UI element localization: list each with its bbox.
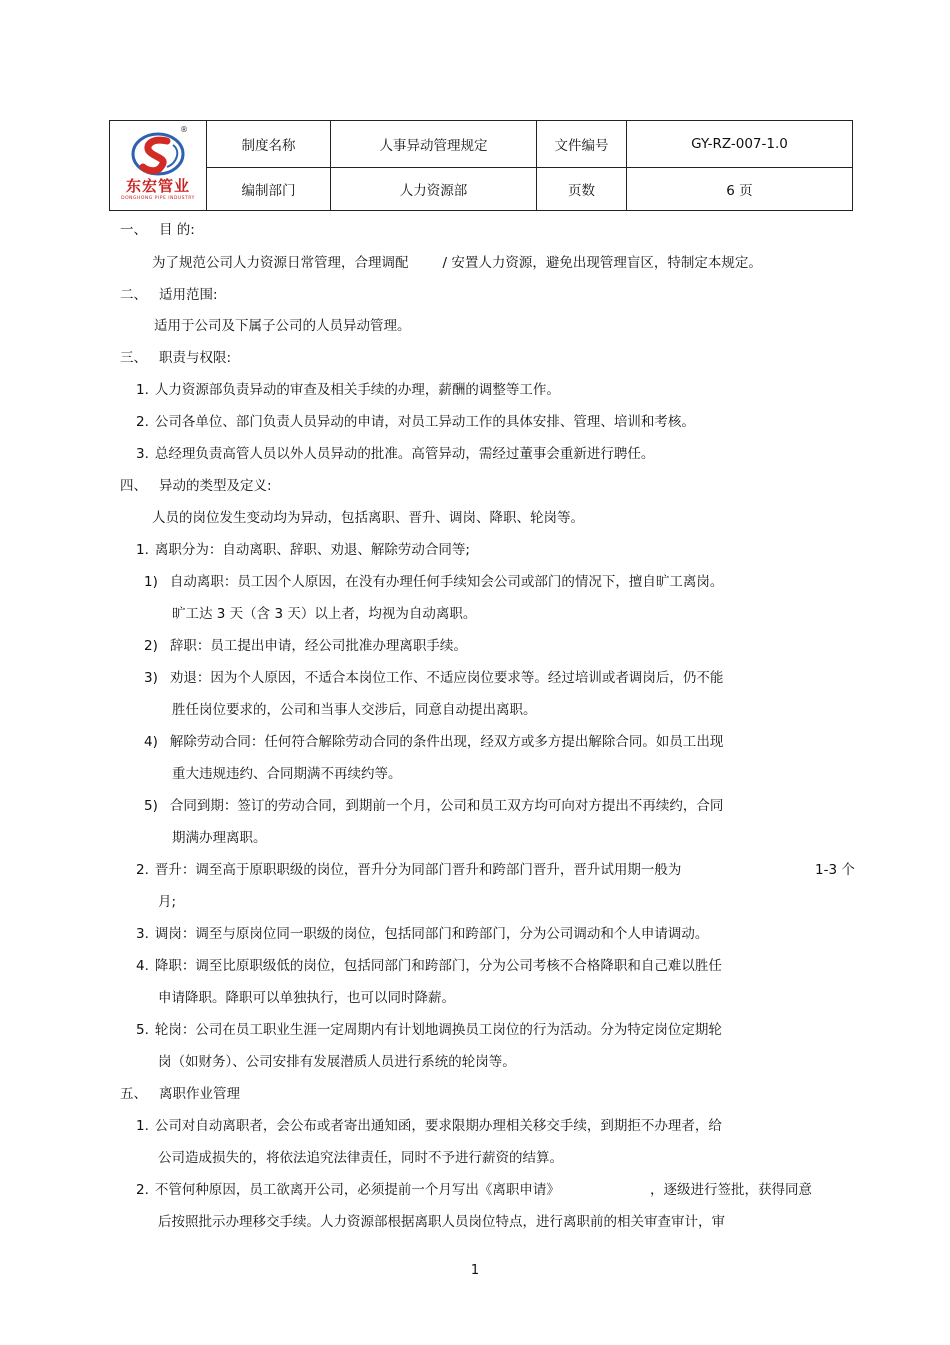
list-item <box>136 446 654 462</box>
page-number: 1 <box>470 1263 480 1278</box>
label-regulation-name: 制度名称 <box>207 121 331 168</box>
registered-mark: ® <box>180 125 188 134</box>
list-item <box>136 382 560 398</box>
item-number: 1. <box>136 542 149 558</box>
section-4-heading <box>120 478 272 494</box>
value-department: 人力资源部 <box>331 168 537 211</box>
sub-item <box>144 734 723 750</box>
sub-text: 自动离职：员工因个人原因，在没有办理任何手续知会公司或部门的情况下，擅自旷工离岗。 <box>169 574 724 590</box>
value-document-number: GY-RZ-007-1.0 <box>627 121 853 168</box>
section-title: 适用范围: <box>159 287 218 303</box>
section-title: 职责与权限: <box>159 350 232 366</box>
sub-number: 2) <box>144 638 158 654</box>
section-3-heading <box>120 350 231 366</box>
label-department: 编制部门 <box>207 168 331 211</box>
sub-text: 辞职：员工提出申请，经公司批准办理离职手续。 <box>169 638 467 654</box>
item-text: 轮岗：公司在员工职业生涯一定周期内有计划地调换员工岗位的行为活动。分为特定岗位定期轮 <box>154 1022 722 1038</box>
item-number: 1. <box>136 382 149 398</box>
item-continuation: 岗（如财务）、公司安排有发展潜质人员进行系统的轮岗等。 <box>158 1054 516 1070</box>
logo-name: 东宏管业 <box>125 176 190 195</box>
sub-text: 解除劳动合同：任何符合解除劳动合同的条件出现，经双方或多方提出解除合同。如员工出现 <box>169 734 724 750</box>
item-number: 3. <box>136 926 149 942</box>
sub-text: 合同到期：签订的劳动合同，到期前一个月，公司和员工双方均可向对方提出不再续约，合同 <box>169 798 724 814</box>
item-number: 2. <box>136 414 149 430</box>
logo-emblem-icon <box>129 131 187 177</box>
item-text: 公司对自动离职者，会公布或者寄出通知函，要求限期办理相关移交手续，到期拒不办理者，给 <box>154 1118 722 1134</box>
section-number: 五、 <box>120 1086 147 1102</box>
section-2-text: 适用于公司及下属子公司的人员异动管理。 <box>154 318 411 334</box>
item-number: 2. <box>136 1182 149 1198</box>
logo-subtitle: DONGHONG PIPE INDUSTRY <box>121 195 195 201</box>
value-page-count: 6 页 <box>627 168 853 211</box>
list-item <box>136 1118 722 1134</box>
section-1-text <box>152 255 762 271</box>
item-text: 总经理负责高管人员以外人员异动的批准。高管异动，需经过董事会重新进行聘任。 <box>154 446 655 462</box>
list-item <box>136 926 708 942</box>
list-item <box>136 414 695 430</box>
section-1-heading <box>120 222 195 238</box>
section-title: 异动的类型及定义: <box>159 478 272 494</box>
item-text-tail: 1-3 个 <box>815 862 855 878</box>
section-2-heading <box>120 287 218 303</box>
item-continuation: 后按照批示办理移交手续。人力资源部根据离职人员岗位特点，进行离职前的相关审查审计，审 <box>158 1214 725 1230</box>
section-5-heading <box>120 1086 240 1102</box>
value-regulation-name: 人事异动管理规定 <box>331 121 537 168</box>
item-number: 4. <box>136 958 149 974</box>
sub-item <box>144 798 723 814</box>
sub-item-continuation: 胜任岗位要求的，公司和当事人交涉后，同意自动提出离职。 <box>172 702 537 718</box>
sub-item <box>144 670 723 686</box>
item-continuation: 公司造成损失的，将依法追究法律责任，同时不予进行薪资的结算。 <box>158 1150 563 1166</box>
document-header-table <box>109 120 853 211</box>
text-fragment: / 安置人力资源，避免出现管理盲区，特制定本规定。 <box>442 255 762 271</box>
item-continuation: 月; <box>158 894 177 910</box>
list-item <box>136 542 470 558</box>
sub-number: 4) <box>144 734 158 750</box>
section-number: 三、 <box>120 350 147 366</box>
item-text: 公司各单位、部门负责人员异动的申请，对员工异动工作的具体安排、管理、培训和考核。 <box>154 414 695 430</box>
item-text: 不管何种原因，员工欲离开公司，必须提前一个月写出《离职申请》 <box>154 1182 560 1198</box>
item-number: 5. <box>136 1022 149 1038</box>
section-number: 二、 <box>120 287 147 303</box>
sub-item <box>144 574 723 590</box>
item-text: 调岗：调至与原岗位同一职级的岗位，包括同部门和跨部门，分为公司调动和个人申请调动。 <box>154 926 709 942</box>
sub-item-continuation: 重大违规违约、合同期满不再续约等。 <box>172 766 402 782</box>
sub-item-continuation: 旷工达 3 天（含 3 天）以上者，均视为自动离职。 <box>172 606 477 622</box>
item-number: 3. <box>136 446 149 462</box>
sub-number: 3) <box>144 670 158 686</box>
list-item <box>136 958 722 974</box>
list-item <box>136 1022 722 1038</box>
company-logo <box>110 121 207 211</box>
label-document-number: 文件编号 <box>537 121 627 168</box>
item-text: 晋升：调至高于原职职级的岗位，晋升分为同部门晋升和跨部门晋升，晋升试用期一般为 <box>154 862 682 878</box>
list-item <box>136 1182 560 1198</box>
section-number: 一、 <box>120 222 147 238</box>
label-page-count: 页数 <box>537 168 627 211</box>
section-title: 离职作业管理 <box>159 1086 240 1102</box>
item-number: 2. <box>136 862 149 878</box>
section-number: 四、 <box>120 478 147 494</box>
item-text: 降职：调至比原职级低的岗位，包括同部门和跨部门，分为公司考核不合格降职和自己难以胜任 <box>154 958 722 974</box>
item-text: 离职分为：自动离职、辞职、劝退、解除劳动合同等; <box>154 542 470 558</box>
sub-number: 5) <box>144 798 158 814</box>
sub-item <box>144 638 467 654</box>
item-text: 人力资源部负责异动的审查及相关手续的办理，薪酬的调整等工作。 <box>154 382 560 398</box>
section-4-intro: 人员的岗位发生变动均为异动，包括离职、晋升、调岗、降职、轮岗等。 <box>152 510 584 526</box>
text-fragment: 为了规范公司人力资源日常管理，合理调配 <box>152 255 409 271</box>
sub-text: 劝退：因为个人原因，不适合本岗位工作、不适应岗位要求等。经过培训或者调岗后，仍不能 <box>169 670 724 686</box>
list-item <box>136 862 681 878</box>
item-number: 1. <box>136 1118 149 1134</box>
section-title: 目 的: <box>159 222 195 238</box>
item-continuation: 申请降职。降职可以单独执行，也可以同时降薪。 <box>158 990 455 1006</box>
item-text-tail: ，逐级进行签批，获得同意 <box>650 1182 812 1198</box>
sub-item-continuation: 期满办理离职。 <box>172 830 267 846</box>
sub-number: 1) <box>144 574 158 590</box>
